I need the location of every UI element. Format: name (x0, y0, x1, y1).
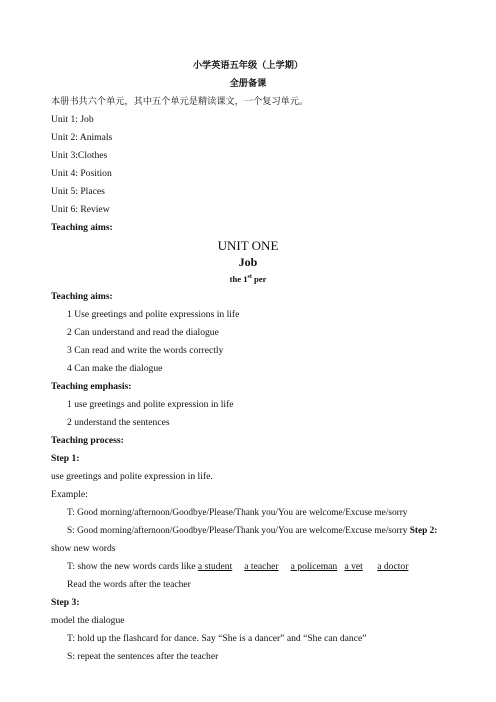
emphasis-item: 2 understand the sentences (67, 417, 170, 428)
vocab-word: a teacher (244, 561, 279, 572)
step-description: model the dialogue (51, 615, 125, 626)
unit-list-item: Unit 4: Position (51, 168, 112, 179)
step-label: Step 3: (51, 597, 80, 608)
step-label: Step 2: (409, 526, 438, 536)
aim-item: 1 Use greetings and polite expressions in life (67, 309, 240, 320)
teacher-line: T: Good morning/afternoon/Goodbye/Please/Thank you/You are welcome/Excuse me/sorry (67, 508, 408, 518)
teacher-line: T: hold up the flashcard for dance. Say “She is a dancer” and “She can dance” (67, 633, 367, 644)
document-title: 小学英语五年级（上学期） (192, 60, 304, 71)
period-label: the 1st per (229, 274, 267, 284)
example-label: Example: (51, 489, 88, 500)
vocab-word: a student (197, 561, 233, 572)
aim-item: 3 Can read and write the words correctly (67, 345, 224, 356)
emphasis-item: 1 use greetings and polite expression in life (67, 399, 234, 410)
teaching-aims-heading: Teaching aims: (51, 222, 113, 233)
read-instruction: Read the words after the teacher (67, 579, 191, 590)
document-subtitle: 全册备课 (229, 78, 267, 89)
intro-paragraph: 本册书共六个单元，其中五个单元是精读课文，一个复习单元。 (51, 96, 309, 107)
teaching-process-heading: Teaching process: (51, 435, 124, 446)
unit-list-item: Unit 5: Places (51, 186, 105, 197)
unit-topic: Job (238, 255, 258, 269)
unit-list-item: Unit 1: Job (51, 114, 94, 125)
teaching-aims-heading: Teaching aims: (51, 291, 113, 302)
step-label: Step 1: (51, 453, 80, 464)
unit-list-item: Unit 3:Clothes (51, 150, 108, 161)
aim-item: 2 Can understand and read the dialogue (67, 327, 219, 338)
step-description: show new words (51, 543, 116, 554)
vocab-word: a doctor (377, 561, 409, 572)
teacher-line: T: show the new words cards like a student a teacher a policeman a vet a doctor (67, 561, 409, 572)
teaching-emphasis-heading: Teaching emphasis: (51, 381, 132, 392)
student-line: S: Good morning/afternoon/Goodbye/Please/Thank you/You are welcome/Excuse me/sorry Step 2: (67, 526, 438, 536)
unit-list-item: Unit 2: Animals (51, 132, 113, 143)
unit-title: UNIT ONE (217, 238, 279, 253)
student-line: S: repeat the sentences after the teacher (67, 651, 219, 662)
unit-list-item: Unit 6: Review (51, 204, 110, 215)
vocab-word: a vet (344, 561, 363, 572)
aim-item: 4 Can make the dialogue (67, 363, 163, 374)
step-description: use greetings and polite expression in life. (51, 471, 213, 482)
vocab-word: a policeman (290, 561, 338, 572)
